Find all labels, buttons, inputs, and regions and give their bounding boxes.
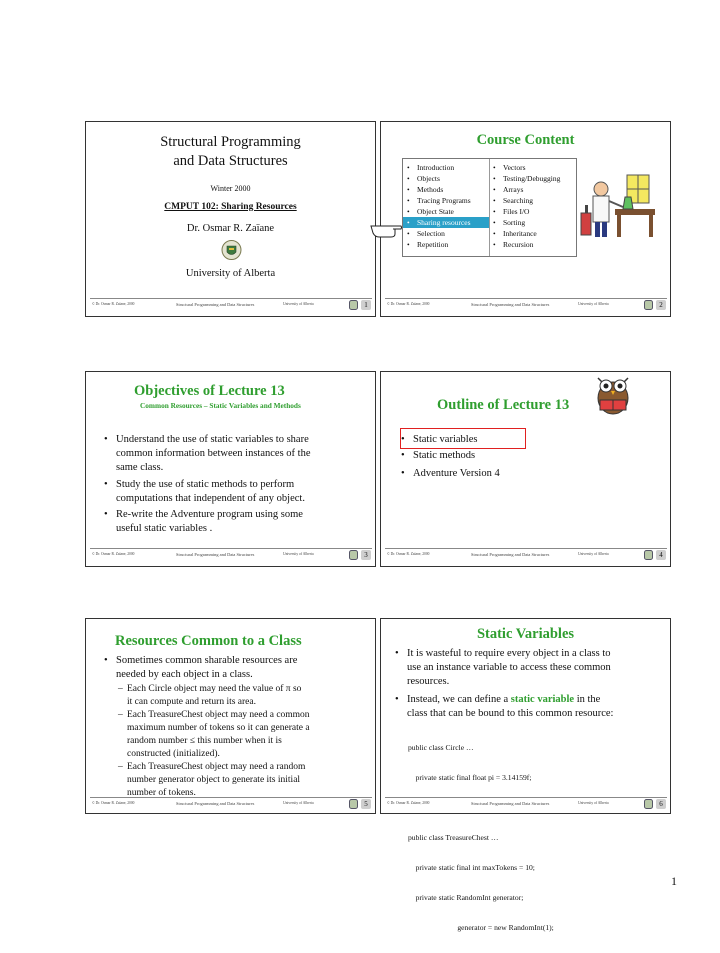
- university-crest-icon: [221, 239, 242, 261]
- slide-5: [85, 618, 376, 814]
- slide-footer: © Dr. Osmar R. Zaïane, 2000 Structural Programming and Data Structures University of Alberta 4: [385, 548, 667, 562]
- outline-item: • Static variables: [401, 434, 478, 445]
- university-name: University of Alberta: [185, 268, 276, 279]
- slide-footer: © Dr. Osmar R. Zaïane, 2000 Structural Programming and Data Structures University of Alberta 5: [90, 797, 372, 811]
- page-number: 4: [656, 550, 666, 560]
- crest-icon: [349, 300, 358, 310]
- slide-1: [85, 121, 376, 317]
- objective-item: • Study the use of static methods to perform computations that independent of any object.: [104, 479, 305, 504]
- pointing-hand-icon: [369, 218, 403, 238]
- owl-reading-icon: [592, 372, 634, 416]
- slide-4-title: Outline of Lecture 13: [437, 397, 570, 413]
- slide-3-title: Objectives of Lecture 13: [134, 383, 285, 399]
- slide-3-subtitle: Common Resources – Static Variables and Methods: [140, 401, 301, 410]
- slide-2-title: Course Content: [476, 132, 575, 148]
- static-variable-item: • It is wasteful to require every object in a class to use an instance variable to access these common resources.: [395, 648, 611, 687]
- slide-2: [380, 121, 671, 317]
- slide-footer: © Dr. Osmar R. Zaïane, 2000 Structural Programming and Data Structures University of Alberta 1: [90, 298, 372, 312]
- slide-footer: © Dr. Osmar R. Zaïane, 2000 Structural Programming and Data Structures University of Alberta 2: [385, 298, 667, 312]
- objective-item: • Understand the use of static variables to share common information between instances of the same class.: [104, 434, 311, 473]
- static-variable-term: static variable: [510, 694, 575, 705]
- crest-icon: [644, 550, 653, 560]
- slide-1-title: Structural Programming and Data Structures: [160, 134, 301, 169]
- slide-footer: © Dr. Osmar R. Zaïane, 2000 Structural Programming and Data Structures University of Alberta 6: [385, 797, 667, 811]
- crest-icon: [349, 550, 358, 560]
- term: Winter 2000: [210, 184, 251, 193]
- slide-footer: © Dr. Osmar R. Zaïane, 2000 Structural Programming and Data Structures University of Alberta 3: [90, 548, 372, 562]
- page-number: 3: [361, 550, 371, 560]
- crest-icon: [644, 300, 653, 310]
- page-number: 6: [656, 799, 666, 809]
- page-number: 1: [361, 300, 371, 310]
- slide-6: [380, 618, 671, 932]
- page-number: 5: [361, 799, 371, 809]
- course-code: CMPUT 102: Sharing Resources: [164, 202, 297, 212]
- author: Dr. Osmar R. Zaïane: [186, 223, 275, 234]
- static-variable-item: • Instead, we can define a static variable in the class that can be bound to this common resource:: [395, 694, 614, 719]
- slide-3: [85, 371, 376, 567]
- topic-list-right: • Vectors • Testing/Debugging • Arrays • Searching • Files I/O • Sorting • Inheritance • Recursion: [493, 163, 561, 249]
- resource-subitem: – Each TreasureChest object may need a common maximum number of tokens so it can generate a random number ≤ this number when it is constructed (initialized).: [118, 710, 310, 759]
- scientist-lab-icon: [579, 167, 657, 242]
- course-content-table: [402, 158, 577, 257]
- resource-subitem: – Each Circle object may need the value of π so it can compute and return its area.: [118, 684, 302, 707]
- resource-item: • Sometimes common sharable resources are needed by each object in a class.: [104, 655, 298, 680]
- topic-list-left: • Introduction • Objects • Methods • Tracing Programs • Object State • Sharing resources • Selection • Repetition: [407, 163, 471, 249]
- slide-6-title: Static Variables: [476, 626, 575, 642]
- crest-icon: [644, 799, 653, 809]
- outline-item: • Static methods: [401, 450, 476, 461]
- page-number: 2: [656, 300, 666, 310]
- slide-5-title: Resources Common to a Class: [115, 633, 302, 649]
- resource-subitem: – Each TreasureChest object may need a random number generator object to generate its initial number of tokens.: [118, 762, 306, 798]
- sheet-page-number: 1: [671, 874, 677, 888]
- crest-icon: [349, 799, 358, 809]
- objective-item: • Re-write the Adventure program using some useful static variables .: [104, 509, 303, 534]
- outline-item: • Adventure Version 4: [401, 468, 500, 479]
- code-snippet: public class Circle … private static final float pi = 3.14159f; public class TreasureChest … private static final int maxTokens = 10; private static RandomInt generator; generator = new RandomInt(1);: [408, 743, 554, 932]
